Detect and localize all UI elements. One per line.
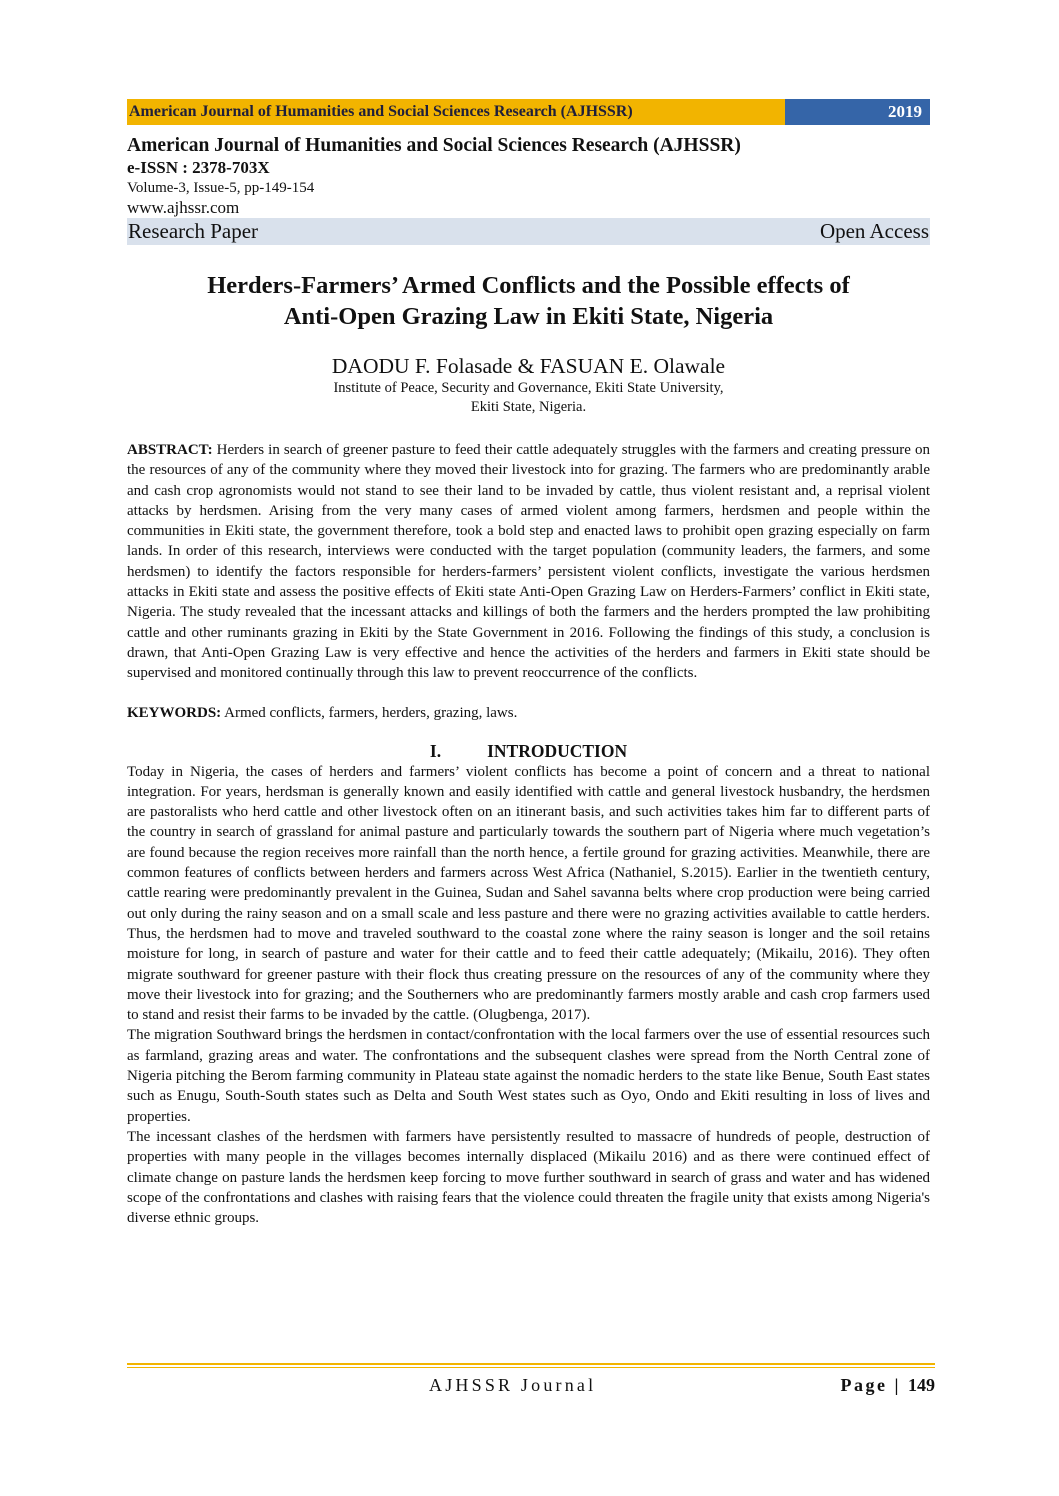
footer-rule [127,1363,935,1368]
affiliation-line-2: Ekiti State, Nigeria. [470,399,587,415]
section-number: I. [429,740,442,761]
abstract [127,440,930,684]
running-header-year: 2019 [785,99,930,125]
running-header [127,99,930,125]
keywords-label: KEYWORDS: [127,704,222,721]
footer-page-label: Page | [840,1375,901,1395]
footer-page [841,1373,935,1397]
masthead [127,134,930,245]
introduction-body [127,762,930,1229]
paragraph: The incessant clashes of the herdsmen with farmers have persistently resulted to massacre of hundreds of people, destruction of properties with many people in the villages becomes internally displaced (Mikailu 2016) and as there were continued effect of climate change on pasture lands the herdsmen keep forcing to move further southward in search of grass and water and has widened scope of the confrontations and clashes with raising fears that the violence could threaten the fragile unity that exists among Nigeria's diverse ethnic groups. [127,1128,930,1227]
keywords-text: Armed conflicts, farmers, herders, grazing, laws. [224,704,518,721]
paper-title [127,270,930,332]
page-footer [127,1373,935,1397]
paragraph: The migration Southward brings the herdsmen in contact/confrontation with the local farmers over the use of essential resources such as farmland, grazing areas and water. The confrontations and the subsequent clashes were spread from the North Central zone of Nigeria pitching the Berom farming community in Plateau state against the nomadic herders to the state like Benue, South East states such as Enugu, South-South states such as Delta and South West states such as Oyo, Ondo and Ekiti resulting in loss of lives and properties. [127,1027,930,1125]
abstract-label: ABSTRACT: [127,442,213,458]
footer-page-number: 149 [908,1375,935,1395]
paper-type: Research Paper [128,219,259,243]
section-heading [127,741,930,762]
issn: e-ISSN : 2378-703X [127,158,270,177]
paper-type-bar [127,218,930,245]
access-type: Open Access [819,219,929,243]
paragraph: Today in Nigeria, the cases of herders and farmers’ violent conflicts has become a point of concern and a threat to national integration. For years, herdsman is generally known and easily identified with cattle and general livestock husbandry, the herdsmen are pastoralists who herd cattle and other livestock often on an itinerant basis, and such activities takes him far to different parts of the country in search of grassland for animal pasture and particularly towards the southern part of Nigeria where much vegetation’s are found because the region receives more rainfall than the north hence, a fertile ground for grazing activities. Meanwhile, there are common features of conflicts between herders and farmers across West Africa (Nathaniel, S.2015). Earlier in the twentieth century, cattle rearing were predominantly prevalent in the Guinea, Sudan and Sahel savanna belts where crop production were being carried out only during the rainy season and on a small scale and less pasture and there were no grazing activities available to cattle herders. Thus, the herdsmen had to move and traveled southward to the coastal zone where the rainy season is longer and the soil retains moisture for long, in search of pasture and water for their cattle and to feed their cattle adequately; (Mikailu, 2016). They often migrate southward for greener pasture with their flock thus creating pressure on the resources of any of the community where they move their livestock into for grazing; and the Southerners who are predominantly farmers mostly arable and cash crop farmers used to stand and resist their farms to be invaded by the cattle. (Olugbenga, 2017). [127,763,930,1024]
journal-website: www.ajhssr.com [127,198,240,217]
abstract-text: Herders in search of greener pasture to feed their cattle adequately struggles with the farmers and creating pressure on the resources of any of the community where they moved their livestock into for grazing. The farmers who are predominantly arable and cash crop agronomists would not stand to see their land to be invaded by cattle, thus violent resistant and, a reprisal violent attacks by herdsmen. Arising from the very many cases of armed violent among farmers, herdsmen and people within the communities in Ekiti state, the government therefore, took a bold step and enacted laws to prohibit open grazing especially on farm lands. In order of this research, interviews were conducted with the target population (community leaders, the farmers, and some herdsmen) to identify the factors responsible for herders-farmers’ persistent violent conflicts, investigate the various herdsmen attacks in Ekiti state and assess the positive effects of Ekiti state Anti-Open Grazing Law on Herders-Farmers’ conflict in Ekiti state, Nigeria. The study revealed that the incessant attacks and killings of both the farmers and the herders prompted the law prohibiting cattle and other ruminants grazing in Ekiti by the State Government in 2016. Following the findings of this study, a conclusion is drawn, that Anti-Open Grazing Law is very effective and hence the activities of the herders and farmers in Ekiti state should be supervised and monitored continually through this law to prevent reoccurrence of the conflicts. [127,442,930,682]
section-title: INTRODUCTION [487,740,628,761]
affiliation-line-1: Institute of Peace, Security and Governance, Ekiti State University, [333,380,724,396]
keywords [127,703,930,723]
title-line-1: Herders-Farmers’ Armed Conflicts and the Possible effects of [207,272,850,299]
title-line-2: Anti-Open Grazing Law in Ekiti State, Nigeria [283,303,774,330]
affiliation [127,379,930,417]
authors: DAODU F. Folasade & FASUAN E. Olawale [331,354,726,378]
paper-page [127,99,930,1228]
journal-name: American Journal of Humanities and Social Sciences Research (AJHSSR) [127,135,741,156]
running-header-journal: American Journal of Humanities and Social Sciences Research (AJHSSR) [127,99,785,125]
footer-journal: AJHSSR Journal [429,1375,597,1395]
volume-info: Volume-3, Issue-5, pp-149-154 [127,180,315,196]
